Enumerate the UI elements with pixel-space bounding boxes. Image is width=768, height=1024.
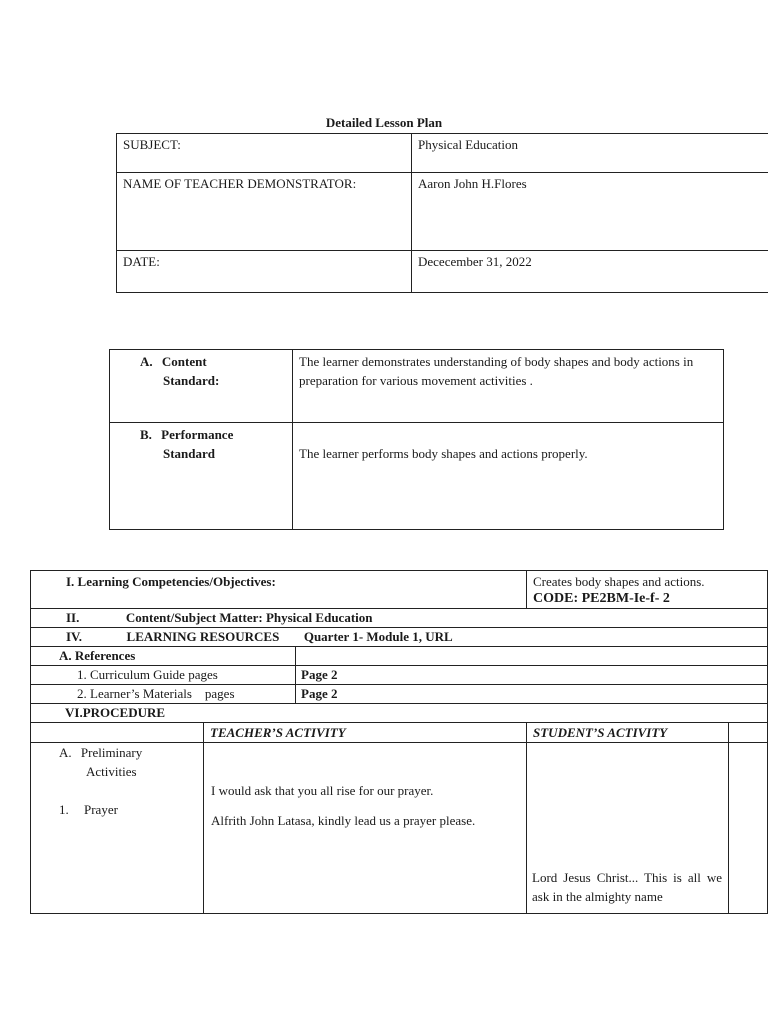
references-row	[31, 647, 768, 666]
performance-standard-line2: Standard	[163, 446, 216, 461]
preliminary-line2: Activities	[86, 764, 137, 779]
subject-value: Physical Education	[412, 134, 768, 173]
preliminary-cell	[31, 743, 204, 914]
learning-resources-label: LEARNING RESOURCES	[126, 629, 280, 644]
learning-resources-row	[31, 628, 768, 647]
content-standard-label	[110, 350, 293, 423]
content-standard-row	[110, 350, 724, 423]
prayer-label: Prayer	[84, 802, 118, 817]
prayer-num: 1.	[59, 802, 69, 817]
performance-standard-text: The learner performs body shapes and actions properly.	[299, 446, 588, 461]
student-prayer-text: Lord Jesus Christ... This is all we ask in the almighty name	[532, 870, 723, 904]
activity-header-empty	[31, 723, 204, 743]
content-subject-cell	[31, 609, 768, 628]
procedure-row	[31, 704, 768, 723]
curriculum-guide-value: Page 2	[296, 666, 768, 685]
activity-header-extra	[729, 723, 768, 743]
teacher-row	[117, 173, 768, 251]
preliminary-line1: Preliminary	[80, 745, 143, 760]
performance-standard-value	[293, 423, 724, 530]
content-subject-num: II.	[66, 610, 80, 625]
subject-row	[117, 134, 768, 173]
content-subject-row	[31, 609, 768, 628]
header-table	[116, 133, 768, 293]
curriculum-guide-row	[31, 666, 768, 685]
teacher-prayer-instruction: I would ask that you all rise for our prayer.	[211, 783, 434, 798]
content-standard-letter: A.	[140, 354, 153, 369]
prayer-extra-cell	[729, 743, 768, 914]
learning-resources-cell	[31, 628, 768, 647]
content-standard-line2: Standard:	[163, 373, 220, 388]
subject-label: SUBJECT:	[117, 134, 412, 173]
document-title: Detailed Lesson Plan	[325, 115, 443, 130]
references-empty	[296, 647, 768, 666]
teacher-value: Aaron John H.Flores	[412, 173, 768, 251]
performance-standard-letter: B.	[140, 427, 152, 442]
performance-standard-label	[110, 423, 293, 530]
preliminary-letter: A.	[59, 745, 72, 760]
prayer-row	[31, 743, 768, 914]
learners-materials-row	[31, 685, 768, 704]
student-activity-header: STUDENT’S ACTIVITY	[527, 723, 729, 743]
objectives-value-cell	[527, 571, 768, 609]
learners-materials-value: Page 2	[296, 685, 768, 704]
content-standard-value: The learner demonstrates understanding of body shapes and body actions in preparation for various movement activities .	[293, 350, 724, 423]
plan-table	[30, 570, 768, 914]
references-label: A. References	[31, 647, 296, 666]
teacher-activity-header: TEACHER’S ACTIVITY	[204, 723, 527, 743]
objectives-code: CODE: PE2BM-Ie-f- 2	[533, 591, 670, 606]
procedure-label: VI.PROCEDURE	[31, 704, 768, 723]
objectives-row	[31, 571, 768, 609]
curriculum-guide-label: 1. Curriculum Guide pages	[31, 666, 296, 685]
objectives-value: Creates body shapes and actions.	[533, 574, 705, 589]
learning-resources-value: Quarter 1- Module 1, URL	[303, 629, 453, 644]
standards-table	[109, 349, 724, 530]
learning-resources-num: IV.	[66, 629, 83, 644]
content-subject-text: Content/Subject Matter: Physical Education	[125, 610, 373, 625]
performance-standard-row	[110, 423, 724, 530]
activity-header-row	[31, 723, 768, 743]
date-label: DATE:	[117, 251, 412, 293]
content-standard-line1: Content	[161, 354, 207, 369]
objectives-label: I. Learning Competencies/Objectives:	[31, 571, 527, 609]
date-value: Dececember 31, 2022	[412, 251, 768, 293]
learners-materials-label: 2. Learner’s Materials pages	[31, 685, 296, 704]
teacher-activity-cell	[204, 743, 527, 914]
date-row	[117, 251, 768, 293]
performance-standard-line1: Performance	[161, 427, 234, 442]
teacher-prayer-request: Alfrith John Latasa, kindly lead us a prayer please.	[211, 813, 476, 828]
student-activity-cell	[527, 743, 729, 914]
teacher-label: NAME OF TEACHER DEMONSTRATOR:	[117, 173, 412, 251]
